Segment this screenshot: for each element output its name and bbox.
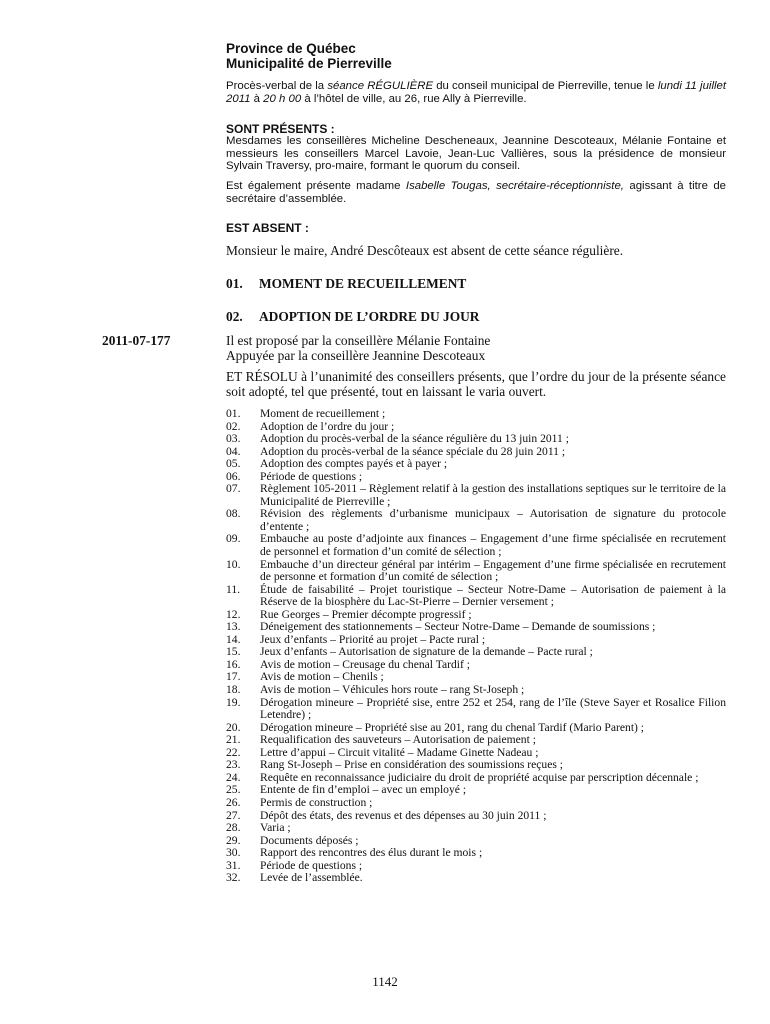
- agenda-item: [226, 584, 726, 609]
- agenda-item-text: Levée de l’assemblée.: [260, 871, 363, 885]
- resolution-motion: [226, 333, 726, 363]
- agenda-item: [226, 697, 726, 722]
- agenda-item-text: Période de questions ;: [260, 469, 363, 483]
- agenda-item-text: Jeux d’enfants – Priorité au projet – Pacte rural ;: [260, 632, 486, 646]
- proposed-by: Il est proposé par la conseillère Mélanie Fontaine: [226, 333, 491, 348]
- agenda-item: [226, 458, 726, 471]
- agenda-item-text: Rang St-Joseph – Prise en considération des soumissions reçues ;: [260, 758, 564, 772]
- section-heading-02: 02. ADOPTION DE L’ORDRE DU JOUR: [226, 309, 480, 324]
- agenda-item-number: 08.: [226, 507, 241, 521]
- agenda-item: [226, 684, 726, 697]
- page-number: 1142: [372, 974, 398, 989]
- agenda-item: [226, 433, 726, 446]
- agenda-item-number: 09.: [226, 532, 241, 546]
- agenda-item-number: 26.: [226, 795, 241, 809]
- agenda-item-number: 19.: [226, 695, 241, 709]
- document-header: [226, 41, 726, 71]
- agenda-item-number: 13.: [226, 620, 241, 634]
- seconded-by: Appuyée par la conseillère Jeannine Descoteaux: [226, 348, 486, 363]
- agenda-item: [226, 810, 726, 823]
- agenda-item-text: Permis de construction ;: [260, 795, 373, 809]
- agenda-item-number: 01.: [226, 407, 241, 420]
- agenda-item-text: Adoption des comptes payés et à payer ;: [260, 457, 448, 471]
- agenda-item-number: 30.: [226, 846, 241, 860]
- agenda-item-text: Règlement 105-2011 – Règlement relatif à la gestion des installations septiques sur le territoire de la Municipalité de Pierreville ;: [260, 482, 726, 508]
- agenda-item-text: Avis de motion – Creusage du chenal Tardif ;: [260, 657, 470, 671]
- agenda-item-text: Avis de motion – Chenils ;: [260, 670, 384, 684]
- agenda-item-number: 15.: [226, 645, 241, 659]
- agenda-item: [226, 408, 726, 421]
- agenda-item: [226, 759, 726, 772]
- agenda-item-number: 16.: [226, 657, 241, 671]
- meeting-time: 20 h 00: [263, 93, 302, 105]
- agenda-item-number: 23.: [226, 758, 241, 772]
- agenda-item-text: Rue Georges – Premier décompte progressif ;: [260, 607, 472, 621]
- agenda-item-number: 32.: [226, 871, 241, 885]
- agenda-list: [226, 408, 726, 885]
- agenda-item-text: Moment de recueillement ;: [260, 407, 386, 420]
- agenda-item-text: Entente de fin d’emploi – avec un employé ;: [260, 783, 467, 797]
- agenda-item-text: Embauche d’un directeur général par intérim – Engagement d’une firme spécialisée en recrutement de personne et formation d’un comité de sélection ;: [260, 557, 726, 584]
- resolution-number: 2011-07-177: [102, 333, 171, 348]
- agenda-item-number: 21.: [226, 733, 241, 747]
- proces-verbal-intro: Procès-verbal de la séance RÉGULIÈRE du conseil municipal de Pierreville, tenue le lundi 11 juillet 2011 à 20 h 00 à l’hôtel de ville, au 26, rue Ally à Pierreville.: [226, 80, 727, 105]
- agenda-item-text: Adoption du procès-verbal de la séance régulière du 13 juin 2011 ;: [260, 432, 569, 446]
- agenda-item-number: 29.: [226, 833, 241, 847]
- agenda-item-text: Requête en reconnaissance judiciaire du droit de propriété acquise par perscription décennale ;: [260, 770, 699, 784]
- agenda-item-text: Dépôt des états, des revenus et des dépenses au 30 juin 2011 ;: [260, 808, 547, 822]
- agenda-item-text: Rapport des rencontres des élus durant le mois ;: [260, 846, 483, 860]
- agenda-item: [226, 533, 726, 558]
- agenda-item-text: Dérogation mineure – Propriété sise, entre 252 et 254, rang de l’île (Steve Sayer et Rosalice Filion Letendre) ;: [260, 695, 726, 722]
- agenda-item-text: Embauche au poste d’adjointe aux finances – Engagement d’une firme spécialisée en recrutement de personnel et formation d’un comité de sélection ;: [260, 532, 726, 559]
- agenda-item-number: 28.: [226, 821, 241, 835]
- agenda-item-number: 20.: [226, 720, 241, 734]
- section-heading-01: 01. MOMENT DE RECUEILLEMENT: [226, 276, 467, 291]
- agenda-item-number: 05.: [226, 457, 241, 471]
- agenda-item-text: Jeux d’enfants – Autorisation de signature de la demande – Pacte rural ;: [260, 645, 593, 659]
- secretary-name: Isabelle Tougas, secrétaire-réceptionniste,: [405, 180, 624, 192]
- agenda-item: [226, 872, 726, 885]
- agenda-item: [226, 508, 726, 533]
- agenda-item-number: 03.: [226, 432, 241, 446]
- agenda-item: [226, 483, 726, 508]
- agenda-item-text: Période de questions ;: [260, 858, 363, 872]
- meeting-date: lundi 11 juillet 2011: [226, 80, 727, 105]
- agenda-item-number: 07.: [226, 482, 241, 496]
- present-heading: SONT PRÉSENTS :: [226, 122, 335, 136]
- agenda-item-text: Adoption de l’ordre du jour ;: [260, 419, 395, 433]
- agenda-item-text: Documents déposés ;: [260, 833, 359, 847]
- agenda-item: [226, 734, 726, 747]
- agenda-item-number: 25.: [226, 783, 241, 797]
- agenda-item-number: 14.: [226, 632, 241, 646]
- agenda-item-number: 18.: [226, 683, 241, 697]
- meeting-type: séance RÉGULIÈRE: [327, 80, 434, 92]
- municipality-title: Municipalité de Pierreville: [226, 56, 392, 71]
- secretary-text: Est également présente madame Isabelle Tougas, secrétaire-réceptionniste, agissant à titre de secrétaire d’assemblée.: [226, 180, 726, 205]
- agenda-item-text: Étude de faisabilité – Projet touristique – Secteur Notre-Dame – Autorisation de paiement à la Réserve de la biosphère du Lac-St-Pierre – Dernier versement ;: [260, 582, 726, 609]
- agenda-item-number: 04.: [226, 444, 241, 458]
- agenda-item-number: 24.: [226, 770, 241, 784]
- absent-text: Monsieur le maire, André Descôteaux est absent de cette séance régulière.: [226, 243, 624, 258]
- agenda-item-number: 17.: [226, 670, 241, 684]
- agenda-item: [226, 847, 726, 860]
- agenda-item: [226, 822, 726, 835]
- absent-heading: EST ABSENT :: [226, 221, 309, 235]
- agenda-item-number: 12.: [226, 607, 241, 621]
- agenda-item-text: Varia ;: [260, 821, 291, 835]
- agenda-item: [226, 797, 726, 810]
- agenda-item: [226, 621, 726, 634]
- present-text: Mesdames les conseillères Micheline Descheneaux, Jeannine Descoteaux, Mélanie Fontaine et messieurs les conseillers Marcel Lavoie, Jean-Luc Vallières, sous la présidence de monsieur Sylvain Traversy, pro-maire, formant le quorum du conseil.: [226, 135, 726, 173]
- agenda-item-number: 11.: [226, 582, 241, 596]
- agenda-item-text: Avis de motion – Véhicules hors route – rang St-Joseph ;: [260, 683, 525, 697]
- agenda-item-text: Déneigement des stationnements – Secteur Notre-Dame – Demande de soumissions ;: [260, 620, 656, 634]
- agenda-item-text: Dérogation mineure – Propriété sise au 201, rang du chenal Tardif (Mario Parent) ;: [260, 720, 645, 734]
- agenda-item-number: 02.: [226, 419, 241, 433]
- agenda-item-text: Requalification des sauveteurs – Autorisation de paiement ;: [260, 733, 536, 747]
- province-title: Province de Québec: [226, 41, 356, 56]
- agenda-item-number: 06.: [226, 469, 241, 483]
- agenda-item: [226, 559, 726, 584]
- resolution-text: ET RÉSOLU à l’unanimité des conseillers présents, que l’ordre du jour de la présente séance soit adopté, tel que présenté, tout en laissant le varia ouvert.: [226, 369, 726, 399]
- agenda-item-text: Lettre d’appui – Circuit vitalité – Madame Ginette Nadeau ;: [260, 745, 539, 759]
- agenda-item-number: 22.: [226, 745, 241, 759]
- agenda-item-number: 10.: [226, 557, 241, 571]
- agenda-item-text: Adoption du procès-verbal de la séance spéciale du 28 juin 2011 ;: [260, 444, 566, 458]
- agenda-item-number: 27.: [226, 808, 241, 822]
- agenda-item-number: 31.: [226, 858, 241, 872]
- agenda-item-text: Révision des règlements d’urbanisme municipaux – Autorisation de signature du protocole d’entente ;: [260, 507, 726, 533]
